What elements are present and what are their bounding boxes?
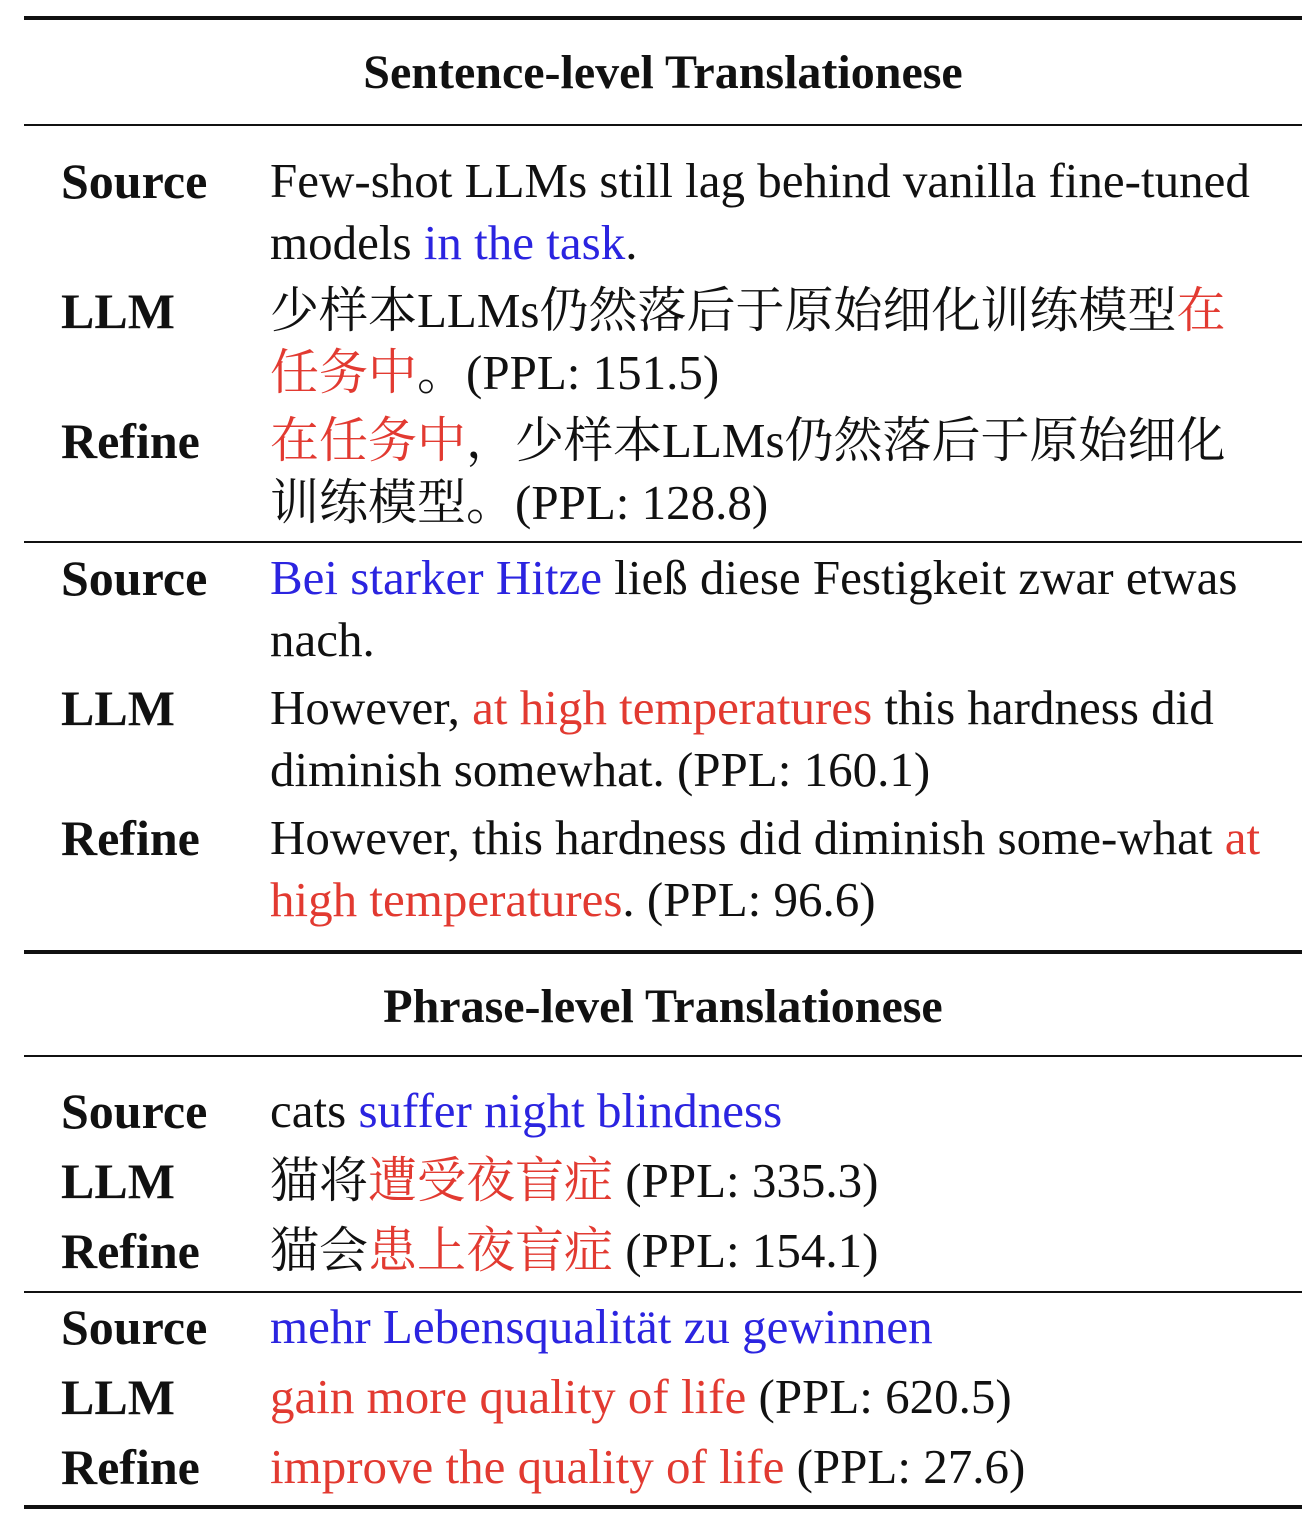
- highlight-target-segment: 患上夜盲症: [368, 1223, 614, 1278]
- text-segment: (PPL: 620.5): [746, 1369, 1012, 1424]
- row-text: [270, 1366, 1272, 1428]
- row-label-refine: Refine: [61, 810, 200, 866]
- highlight-target-segment: at high temperatures: [472, 680, 873, 735]
- row-text: [270, 1436, 1272, 1498]
- highlight-target-segment: gain more quality of life: [270, 1369, 747, 1424]
- row-label-source: Source: [61, 153, 208, 209]
- example-group-2: [24, 547, 1302, 931]
- highlight-target-segment: at high temperatures: [270, 810, 1261, 927]
- row-text: [270, 1220, 1272, 1282]
- example-group-1: [24, 150, 1302, 534]
- section-title-rule: [24, 1055, 1302, 1057]
- row-text: [270, 1296, 1272, 1358]
- text-segment: (PPL: 335.3): [613, 1153, 879, 1208]
- text-segment: 少样本LLMs仍然落后于原始细化训练模型: [270, 283, 1177, 338]
- text-segment: 。(PPL: 151.5): [417, 345, 720, 400]
- table-row: [24, 1366, 1302, 1428]
- table-row: [24, 677, 1302, 801]
- text-segment: 猫将: [270, 1153, 369, 1208]
- text-segment: this hardness did diminish somewhat. (PPL: 160.1): [270, 680, 1214, 797]
- row-label-refine: Refine: [61, 1223, 200, 1279]
- section-title-rule: [24, 124, 1302, 126]
- row-label-llm: LLM: [61, 283, 175, 339]
- highlight-target-segment: 在任务中: [270, 283, 1226, 400]
- text-segment: ließ diese Festigkeit zwar etwas nach.: [270, 550, 1238, 667]
- text-segment: However,: [270, 680, 473, 735]
- table-row: [24, 280, 1302, 404]
- table-row: [24, 410, 1302, 534]
- table-row: [24, 1080, 1302, 1142]
- example-group-3: [24, 1080, 1302, 1282]
- row-label-llm: LLM: [61, 1153, 175, 1209]
- row-label-source: Source: [61, 1299, 208, 1355]
- row-text: [270, 547, 1272, 671]
- section-title-phrase-level: Phrase-level Translationese: [383, 980, 943, 1033]
- highlight-target-segment: 遭受夜盲症: [368, 1153, 614, 1208]
- highlight-source-segment: in the task: [423, 215, 626, 270]
- table-row: [24, 547, 1302, 671]
- row-text: [270, 807, 1272, 931]
- highlight-source-segment: mehr Lebensqualität zu gewinnen: [270, 1299, 933, 1354]
- text-segment: cats: [270, 1083, 359, 1138]
- row-label-source: Source: [61, 1083, 208, 1139]
- top-rule: [24, 16, 1302, 20]
- table-row: [24, 150, 1302, 274]
- text-segment: However, this hardness did diminish some-what: [270, 810, 1225, 865]
- row-text: [270, 280, 1272, 404]
- group-separator-rule: [24, 1291, 1302, 1293]
- row-text: [270, 1150, 1272, 1212]
- highlight-source-segment: Bei starker Hitze: [270, 550, 602, 605]
- highlight-target-segment: improve the quality of life: [270, 1439, 785, 1494]
- table-row: [24, 1436, 1302, 1498]
- row-text: [270, 410, 1272, 534]
- row-label-llm: LLM: [61, 680, 175, 736]
- highlight-target-segment: 在任务中: [270, 413, 467, 468]
- text-segment: 猫会: [270, 1223, 369, 1278]
- table-row: [24, 1220, 1302, 1282]
- section-rule: [24, 950, 1302, 954]
- row-label-source: Source: [61, 550, 208, 606]
- row-label-llm: LLM: [61, 1369, 175, 1425]
- row-text: [270, 1080, 1272, 1142]
- table-row: [24, 1150, 1302, 1212]
- row-label-refine: Refine: [61, 413, 200, 469]
- text-segment: (PPL: 154.1): [613, 1223, 879, 1278]
- section-title-sentence-level: Sentence-level Translationese: [363, 46, 963, 99]
- row-label-refine: Refine: [61, 1439, 200, 1495]
- table-row: [24, 1296, 1302, 1358]
- text-segment: ，少样本LLMs仍然落后于原始细化训练模型。(PPL: 128.8): [270, 413, 1226, 530]
- text-segment: Few-shot LLMs still lag behind vanilla fine-tuned models: [270, 153, 1250, 270]
- highlight-source-segment: suffer night blindness: [358, 1083, 783, 1138]
- row-text: [270, 677, 1272, 801]
- bottom-rule: [24, 1505, 1302, 1509]
- table-row: [24, 807, 1302, 931]
- example-group-4: [24, 1296, 1302, 1498]
- text-segment: .: [625, 215, 638, 270]
- group-separator-rule: [24, 541, 1302, 543]
- row-text: [270, 150, 1272, 274]
- text-segment: (PPL: 27.6): [784, 1439, 1026, 1494]
- text-segment: . (PPL: 96.6): [622, 872, 876, 927]
